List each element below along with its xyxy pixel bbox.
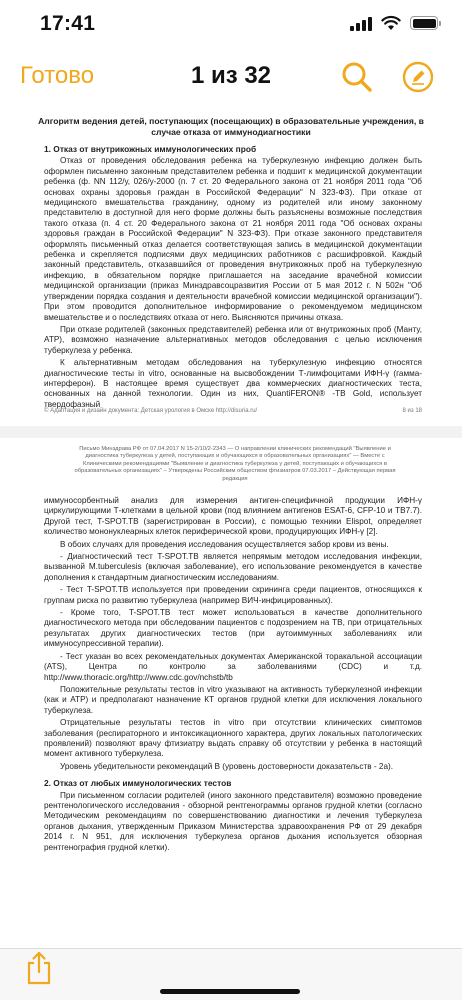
done-button[interactable]: Готово bbox=[20, 62, 95, 89]
search-button[interactable] bbox=[340, 60, 374, 94]
bottom-toolbar bbox=[0, 948, 462, 1000]
share-button[interactable] bbox=[26, 951, 52, 985]
footer-page-number: 8 из 18 bbox=[402, 408, 422, 414]
magnifier-icon bbox=[340, 60, 374, 94]
paragraph: Положительные результаты тестов in vitro указывают на активность туберкулезной инфекции (как и ATP) и предполагают назначение КТ органов грудной клетки для исключения локального туберкулеза. bbox=[44, 684, 422, 715]
paragraph: К альтернативным методам обследования на туберкулезную инфекцию относятся диагностические тесты in vitro, основанные на высвобождении Т-лимфоцитами ИФН-γ (гамма-интерферон). В настоящее время существует два коммерческих диагностических теста, основанных на данной технологии. Один из них, QuantiFERON® -TB Gold, использует твердофазный bbox=[44, 358, 422, 409]
paragraph: При отказе родителей (законных представителей) ребенка или от внутрикожных проб (Манту, АТР), возможно назначение альтернативных методов обследования с целью исключения туберкулеза у ребенка. bbox=[44, 324, 422, 355]
section-heading: 1. Отказ от внутрикожных иммунологических проб bbox=[44, 144, 257, 154]
page-counter: 1 из 32 bbox=[190, 62, 272, 89]
document-view[interactable] bbox=[0, 108, 462, 948]
markup-button[interactable] bbox=[402, 61, 434, 93]
pdf-page bbox=[0, 108, 462, 426]
paragraph: Уровень убедительности рекомендаций B (уровень достоверности доказательств - 2а). bbox=[60, 761, 394, 771]
paragraph: - Тест указан во всех рекомендательных документах Американской торакальной ассоциации (ATS), Центра по контролю за заболеваниями (CDC) и т.д. http://www.thoracic.org/http://www.cdc.gov/nchstb/tb bbox=[44, 651, 422, 682]
paragraph: В обоих случаях для проведения исследования осуществляется забор крови из вены. bbox=[60, 539, 389, 549]
cellular-signal-icon bbox=[350, 17, 372, 31]
share-icon bbox=[26, 951, 52, 985]
home-indicator bbox=[160, 989, 300, 994]
paragraph: - Кроме того, T-SPOT.TB тест может использоваться в качестве дополнительного диагностического метода при обследовании пациентов с подозрением на ТВ, при отрицательных результатах других диагностических тестов (при аутоиммунных заболеваниях или иммуносупрессивной терапии). bbox=[44, 608, 422, 649]
paragraph: Отрицательные результаты тестов in vitro при отсутствии клинических симптомов заболевания (респираторного и интоксикационного характера, других локальных патологических проявлений) позволяют врачу фтизиатру выдать справку об отсутствии у ребенка в настоящий момент активного туберкулеза. bbox=[44, 718, 422, 759]
paragraph: Отказ от проведения обследования ребенка на туберкулезную инфекцию должен быть оформлен письменно законным представителем ребенка и подшит к медицинской документации ребенка (ф. NN 112/у, 026/у-2000 (п. 7 ст. 20 Федерального закона от 21 ноября 2011 года "Об основах охраны здоровья граждан в Российской Федерации" N 323-ФЗ). При отказе от медицинского вмешательства гражданину, одному из родителей или иному законному представителю в доступной для него форме должны быть разъяснены возможные последствия такого отказа (п. 4 ст. 20 Федерального закона от 21 ноября 2011 года "Об основах охраны здоровья граждан в Российской Федерации" N 323-ФЗ). При отказе законного представителя оформлять письменный отказ делается соответствующая запись в медицинской документации ребенка и скрепляется подписями двух медицинских работников с расшифровкой. Каждый законный представитель, отказавшийся от проведения внутрикожных проб на туберкулезную инфекцию, в обязательном порядке приглашается на заседание врачебной комиссии медицинской организации (приказ Минздравсоцразвития России от 5 мая 2012 г. N 502н "Об утверждении порядка создания и деятельности врачебной комиссии медицинской организации"). При этом проводится дополнительное информирование о рекомендуемом медицинском вмешательстве и о последствиях отказа от него. Выясняются причины отказа. bbox=[44, 156, 422, 322]
footer-credit: © Адаптация и дизайн документа: Детская урология в Омске http://disuria.ru/ bbox=[44, 408, 258, 414]
page-header: Письмо Минздрава РФ от 07.04.2017 N 15-2/10/2-2343 — О направлении клинических рекомендаций "Выявление и диагностика туберкулеза у детей, поступающих и обучающихся в образовательных организациях" — Вместе с Клиническими рекомендациями "Выявление и диагностика туберкулеза у детей, поступающих и обучающихся в образовательных организациях" – Утверждены Российским обществом фтизиатров 07.03.2017 – Действующая первая редакция bbox=[74, 446, 396, 482]
document-title: Алгоритм ведения детей, поступающих (посещающих) в образовательные учреждения, в случае отказа от иммунодиагностики bbox=[38, 116, 424, 137]
status-bar bbox=[0, 0, 462, 52]
pdf-page bbox=[0, 438, 462, 948]
pen-circle-icon bbox=[402, 61, 434, 93]
status-time: 17:41 bbox=[40, 12, 96, 35]
page-body bbox=[44, 138, 422, 410]
paragraph: иммуносорбентный анализ для измерения антиген-специфичной продукции ИФН-γ циркулирующими Т-клетками в цельной крови (под влиянием антигенов ESAT-6, CFP-10 и TB7.7). Другой тест, T-SPOT.TB (зарегистрирован в России), с помощью техники Elispot, определяет количество мононуклеарных клеток периферической крови, продуцирующих ИФН-γ [2]. bbox=[44, 496, 422, 537]
wifi-icon bbox=[381, 15, 401, 31]
paragraph: - Тест T-SPOT.TB используется при проведении скрининга среди пациентов, относящихся к группам риска по развитию туберкулеза (например ВИЧ-инфицированных). bbox=[44, 585, 422, 605]
battery-icon bbox=[410, 16, 438, 30]
paragraph: При письменном согласии родителей (иного законного представителя) возможно проведение рентгенологического исследования - обзорной рентгенограммы органов грудной клетки (согласно Методическим рекомендациям по совершенствованию диагностики и лечения туберкулеза органов дыхания, утвержденным Приказом Министерства здравоохранения РФ от 29 декабря 2014 г. N 951, для исключения туберкулеза органов дыхания используется обзорная рентгенография грудной клетки). bbox=[44, 790, 422, 852]
paragraph: - Диагностический тест T-SPOT.TB является непрямым методом исследования инфекции, вызванной M.tuberculesis (включая заболевание), его использование рекомендуется в качестве дополнения к стандартным диагностическим исследованиям. bbox=[44, 552, 422, 582]
section-heading: 2. Отказ от любых иммунологических тестов bbox=[44, 778, 232, 789]
nav-bar bbox=[0, 52, 462, 108]
page-body bbox=[44, 496, 422, 853]
page-footer bbox=[44, 408, 422, 414]
